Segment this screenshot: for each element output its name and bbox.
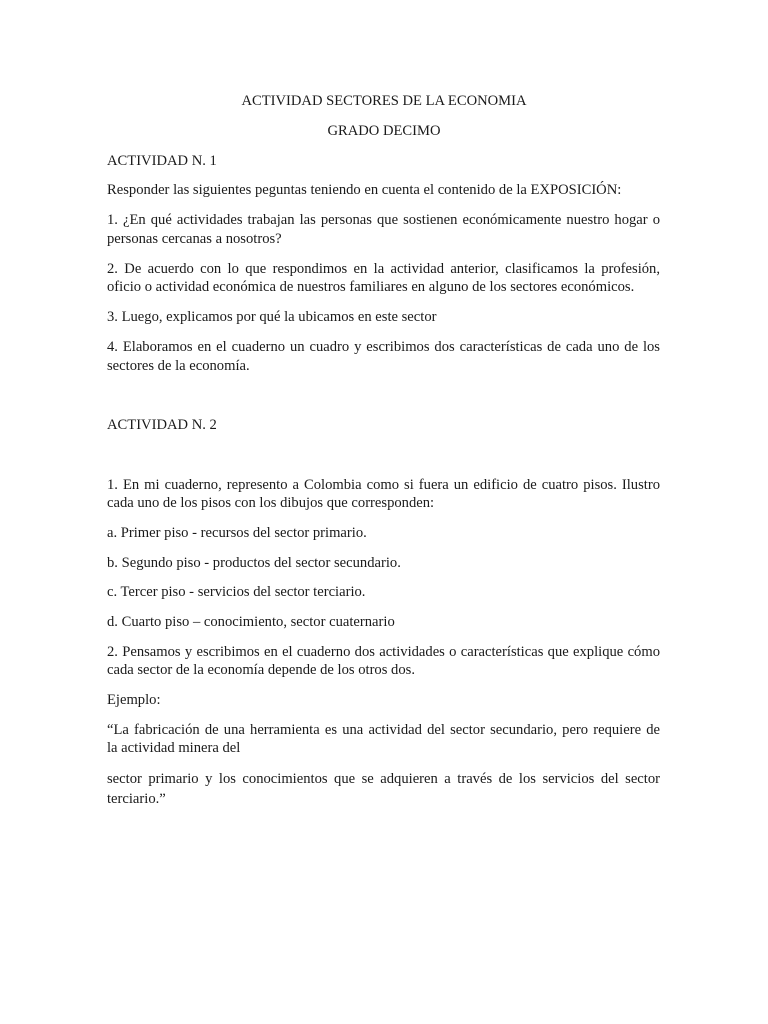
activity-1-intro: Responder las siguientes peguntas teniendo en cuenta el contenido de la EXPOSICIÓN: — [107, 182, 622, 198]
activity-1-question-4-line-1: 4. Elaboramos en el cuaderno un cuadro y escribimos dos características de cada uno de los — [107, 339, 660, 355]
activity-2-paragraph-2-line-1: 2. Pensamos y escribimos en el cuaderno dos actividades o características que explique cómo — [107, 644, 660, 660]
activity-2-paragraph-1-line-1: 1. En mi cuaderno, represento a Colombia como si fuera un edificio de cuatro pisos. Ilustro — [107, 477, 660, 493]
activity-1-question-2-line-2: oficio o actividad económica de nuestros familiares en alguno de los sectores económicos. — [107, 279, 635, 295]
document-title: ACTIVIDAD SECTORES DE LA ECONOMIA — [241, 93, 527, 109]
document-subtitle: GRADO DECIMO — [327, 123, 441, 139]
activity-2-paragraph-2-line-2: cada sector de la economía depende de los otros dos. — [107, 662, 415, 678]
example-quote-line-2: la actividad minera del — [107, 740, 241, 756]
activity-1-heading: ACTIVIDAD N. 1 — [107, 153, 217, 169]
activity-2-item-a: a. Primer piso - recursos del sector primario. — [107, 525, 367, 541]
example-quote-line-1: “La fabricación de una herramienta es una actividad del sector secundario, pero requiere de — [107, 722, 660, 738]
example-quote-line-4: terciario.” — [107, 791, 166, 807]
activity-2-heading: ACTIVIDAD N. 2 — [107, 417, 217, 433]
activity-2-paragraph-1-line-2: cada uno de los pisos con los dibujos que corresponden: — [107, 495, 435, 511]
activity-1-question-3: 3. Luego, explicamos por qué la ubicamos en este sector — [107, 309, 437, 325]
activity-2-item-d: d. Cuarto piso – conocimiento, sector cuaternario — [107, 614, 395, 630]
activity-1-question-4-line-2: sectores de la economía. — [107, 358, 250, 374]
example-quote-line-3: sector primario y los conocimientos que se adquieren a través de los servicios del sector — [107, 771, 660, 787]
activity-2-item-b: b. Segundo piso - productos del sector secundario. — [107, 555, 401, 571]
activity-1-question-1-line-1: 1. ¿En qué actividades trabajan las personas que sostienen económicamente nuestro hogar o — [107, 212, 660, 228]
activity-1-question-2-line-1: 2. De acuerdo con lo que respondimos en la actividad anterior, clasificamos la profesión, — [107, 261, 660, 277]
example-label: Ejemplo: — [107, 692, 161, 708]
activity-2-item-c: c. Tercer piso - servicios del sector terciario. — [107, 584, 366, 600]
activity-1-question-1-line-2: personas cercanas a nosotros? — [107, 231, 282, 247]
